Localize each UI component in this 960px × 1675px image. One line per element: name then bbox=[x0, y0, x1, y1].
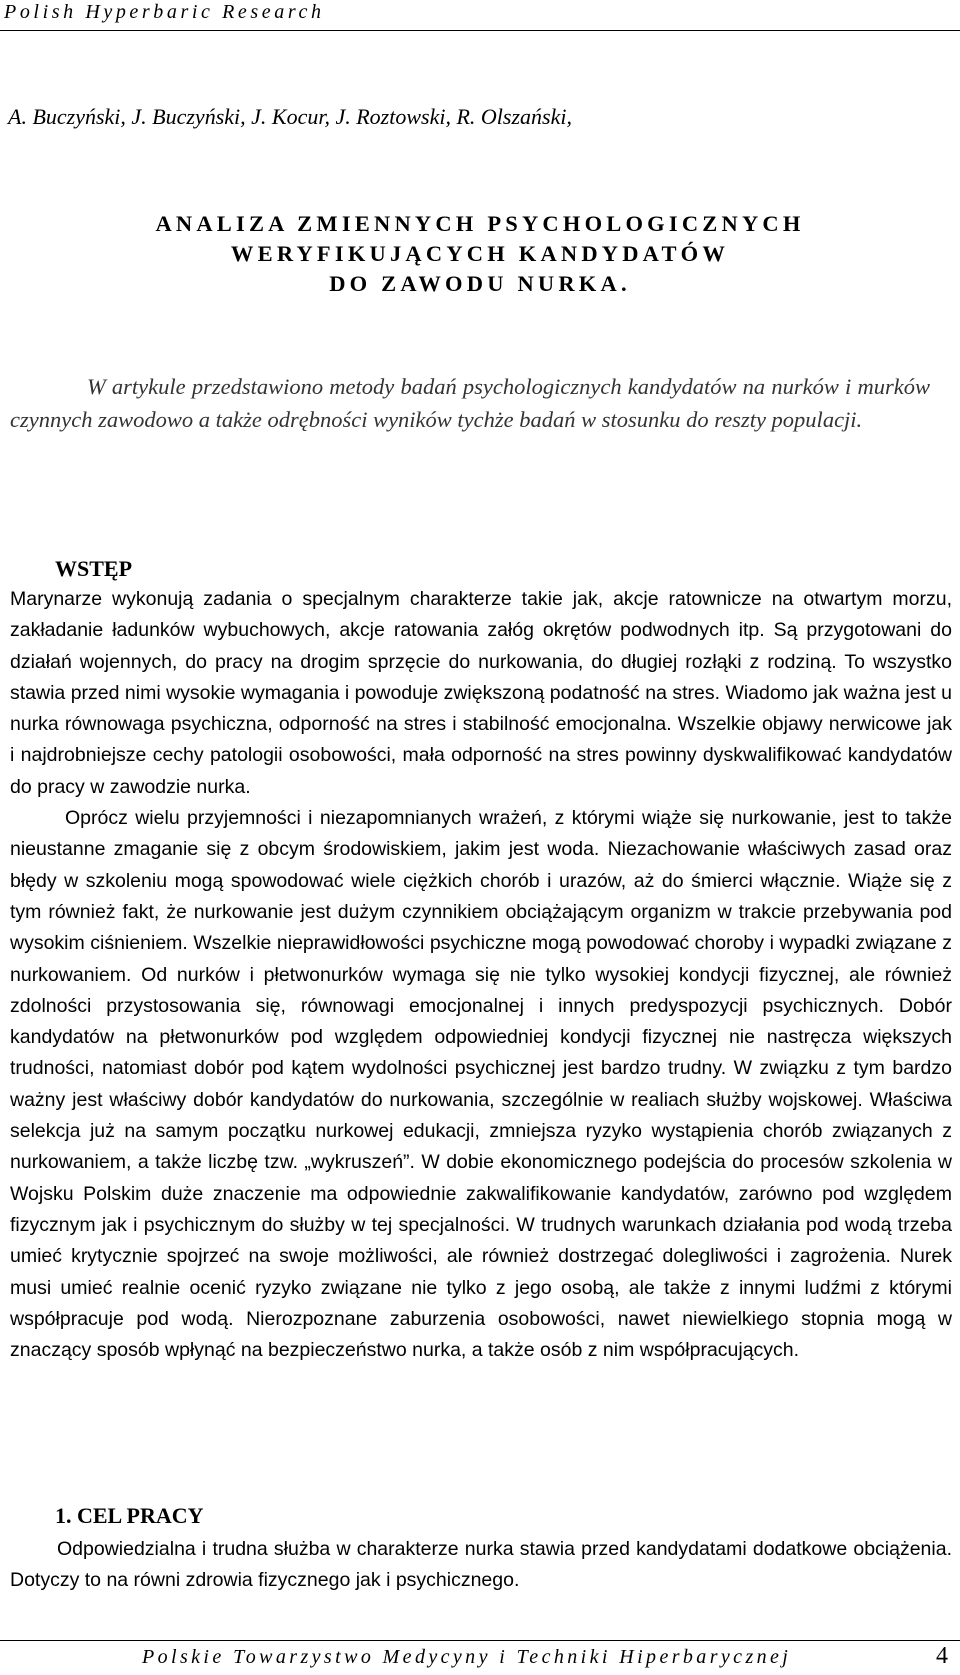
title-line-2: WERYFIKUJĄCYCH KANDYDATÓW bbox=[230, 241, 730, 266]
title-line-3: DO ZAWODU NURKA. bbox=[329, 271, 631, 296]
article-abstract: W artykule przedstawiono metody badań psychologicznych kandydatów na nurków i murków czynnych zawodowo a także odrębności wyników tychże badań w stosunku do reszty populacji. bbox=[10, 374, 930, 432]
running-footer bbox=[0, 1640, 960, 1675]
running-header bbox=[0, 0, 960, 31]
journal-name: Polish Hyperbaric Research bbox=[4, 1, 325, 23]
intro-paragraph-1: Marynarze wykonują zadania o specjalnym charakterze takie jak, akcje ratownicze na otwartym morzu, zakładanie ładunków wybuchowych, akcje ratowania załóg okrętów podwodnych itp. Są przygotowani do działań wojennych, do pracy na drogim sprzęcie do nurkowania, do długiej rozłąki z rodziną. To wszystko stawia przed nimi wysokie wymagania i powoduje zwiększoną podatność na stres. Wiadomo jak ważna jest u nurka równowaga psychiczna, odporność na stres i stabilność emocjonalna. Wszelkie objawy nerwicowe jak i najdrobniejsze cechy patologii osobowości, mała odporność na stres powinny dyskwalifikować kandydatów do pracy w zawodzie nurka. bbox=[10, 588, 952, 798]
section-heading-cel-pracy: 1. CEL PRACY bbox=[55, 1503, 204, 1528]
page-number: 4 bbox=[936, 1643, 948, 1669]
intro-paragraph-2: Oprócz wielu przyjemności i niezapomnianych wrażeń, z którymi wiąże się nurkowanie, jest to także nieustanne zmaganie się z obcym środowiskiem, jakim jest woda. Niezachowanie właściwych zasad oraz błędy w szkoleniu mogą spowodować wiele ciężkich chorób i urazów, aż do śmierci włącznie. Wiąże się z tym również fakt, że nurkowanie jest dużym czynnikiem obciążającym organizm w trakcie przebywania pod wysokim ciśnieniem. Wszelkie nieprawidłowości psychiczne mogą powodować choroby i wypadki związane z nurkowaniem. Od nurków i płetwonurków wymaga się nie tylko wysokiej kondycji fizycznej, ale również zdolności przystosowania się, równowagi emocjonalnej i innych predyspozycji psychicznych. Dobór kandydatów na płetwonurków pod względem odpowiedniej kondycji fizycznej nie nastręcza większych trudności, natomiast dobór pod kątem wydolności psychicznej jest bardzo trudny. W związku z tym bardzo ważny jest właściwy dobór kandydatów do nurkowania, szczególnie w realiach służby wojskowej. Właściwa selekcja już na samym początku nurkowej edukacji, zmniejsza ryzyko wystąpienia chorób związanych z nurkowaniem, a także liczbę tzw. „wykruszeń”. W dobie ekonomicznego podejścia do procesów szkolenia w Wojsku Polskim duże znaczenie ma odpowiednie zakwalifikowanie kandydatów, zarówno pod względem fizycznym jak i psychicznym do służby w tej specjalności. W trudnych warunkach działania pod wodą trzeba umieć krytycznie spojrzeć na swoje możliwości, ale również dostrzegać dolegliwości i zagrożenia. Nurek musi umieć realnie ocenić ryzyko związane nie tylko z jego osobą, ale także z innymi ludźmi z którymi współpracuje pod wodą. Nierozpoznane zaburzenia osobowości, nawet niewielkiego stopnia mogą w znaczący sposób wpłynąć na bezpieczeństwo nurka, a także osób z nim współpracujących. bbox=[10, 807, 952, 1362]
article-title bbox=[0, 209, 960, 299]
society-name: Polskie Towarzystwo Medycyny i Techniki Hiperbarycznej bbox=[142, 1646, 792, 1668]
title-line-1: ANALIZA ZMIENNYCH PSYCHOLOGICZNYCH bbox=[155, 211, 805, 236]
article-authors: A. Buczyński, J. Buczyński, J. Kocur, J. Roztowski, R. Olszański, bbox=[8, 104, 572, 129]
cel-pracy-paragraph: Odpowiedzialna i trudna służba w charakterze nurka stawia przed kandydatami dodatkowe obciążenia. Dotyczy to na równi zdrowia fizycznego jak i psychicznego. bbox=[10, 1538, 952, 1592]
section-heading-intro: WSTĘP bbox=[55, 556, 133, 581]
intro-body bbox=[10, 584, 952, 1366]
